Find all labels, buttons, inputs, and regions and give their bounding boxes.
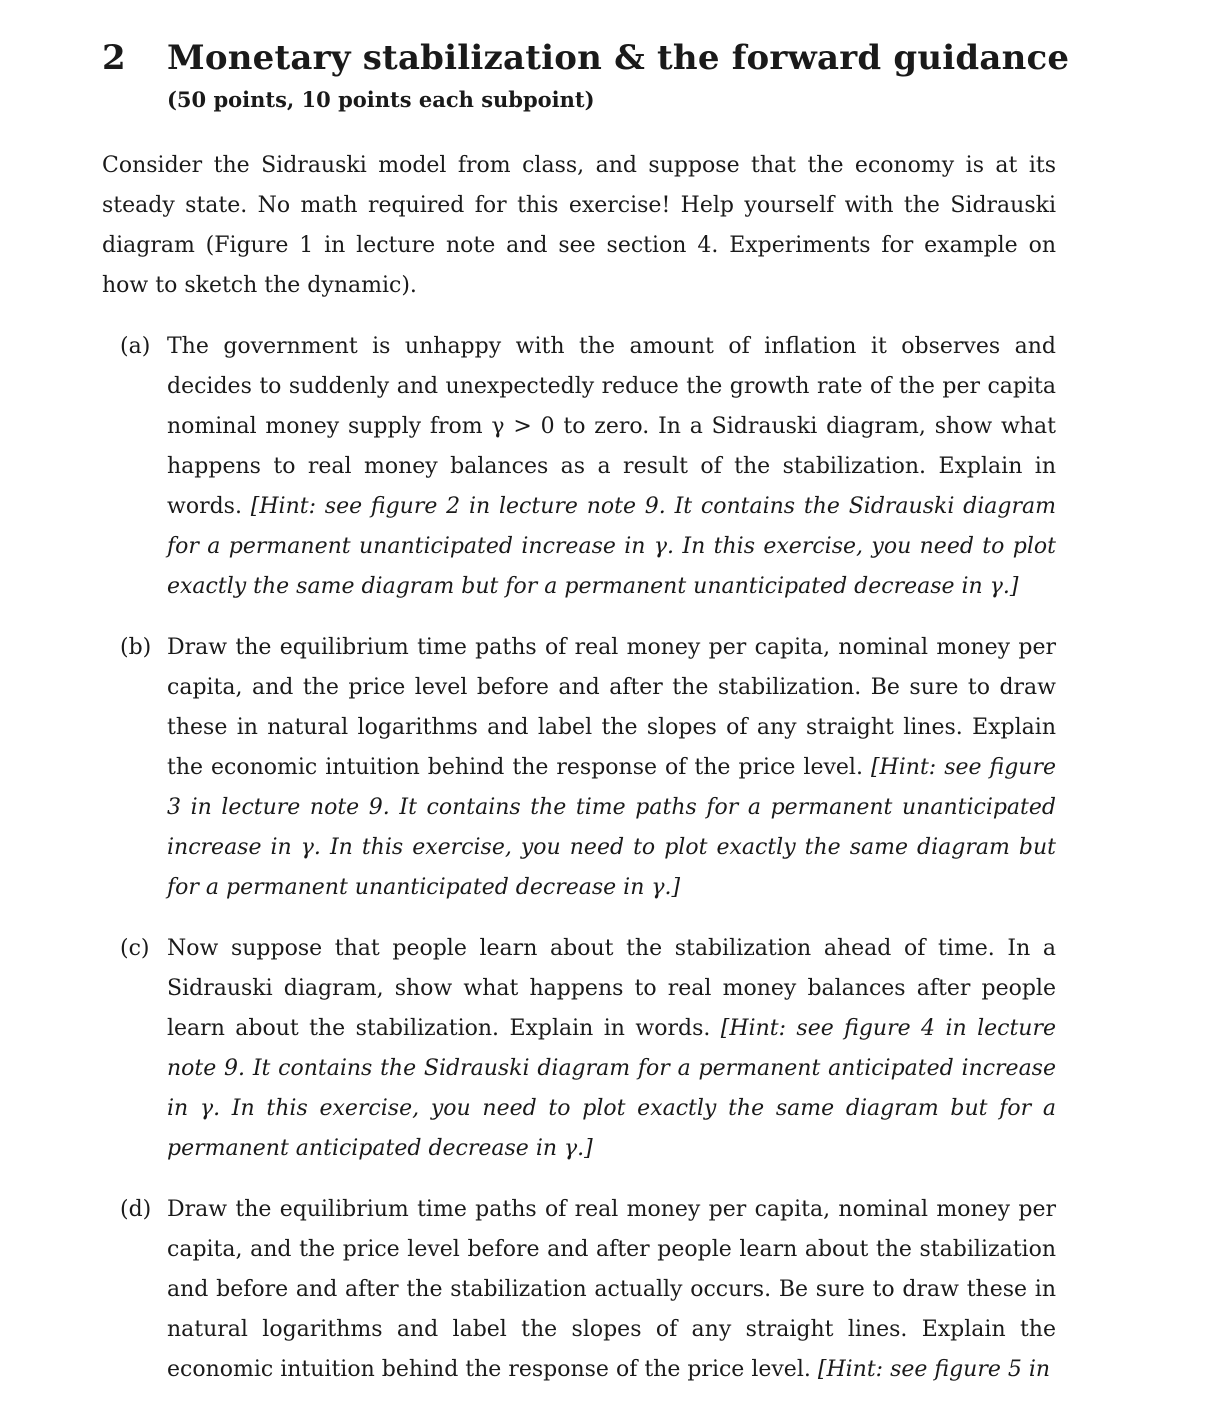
section-subtitle: (50 points, 10 points each subpoint)	[167, 87, 595, 112]
subquestion-body: Draw the equilibrium time paths of real money per capita, nominal money per capita, and the price level before and after people learn about the stabilization and before and after the stabilization actually occurs. Be sure to draw these in natural logarithms and label the slopes of any straight lines. Explain the economic intuition behind the response of the price level.	[167, 1197, 1056, 1382]
subquestion-body: The government is unhappy with the amount of inflation it observes and decides to suddenly and unexpectedly reduce the growth rate of the per capita nominal money supply from γ > 0 to zero. In a Sidrauski diagram, show what happens to real money balances as a result of the stabilization. Explain in words.	[167, 334, 1056, 519]
subquestion-label: (c)	[120, 936, 150, 961]
subquestion-hint: [Hint: see figure 2 in lecture note 9. It contains the Sidrauski diagram for a permanent unanticipated increase in γ. In this exercise, you need to plot exactly the same diagram but for a permanent unanticipated decrease in γ.]	[167, 494, 1056, 599]
subquestion-text	[167, 628, 1056, 908]
intro-paragraph: Consider the Sidrauski model from class, and suppose that the economy is at its steady state. No math required for this exercise! Help yourself with the Sidrauski diagram (Figure 1 in lecture note and see section 4. Experiments for example on how to sketch the dynamic).	[102, 153, 1056, 298]
subquestion-label: (d)	[120, 1197, 152, 1222]
subquestion-label: (a)	[120, 334, 151, 359]
subquestion-b	[102, 628, 1056, 908]
subquestion-text	[167, 327, 1056, 607]
subquestion-d	[102, 1190, 1056, 1390]
subquestion-label: (b)	[120, 635, 152, 660]
subquestion-text	[167, 1190, 1056, 1390]
section-number: 2	[102, 38, 126, 78]
subquestion-hint: [Hint: see figure 4 in lecture note 9. It contains the Sidrauski diagram for a permanent anticipated increase in γ. In this exercise, you need to plot exactly the same diagram but for a permanent anticipated decrease in γ.]	[167, 1016, 1056, 1161]
subquestion-body: Now suppose that people learn about the stabilization ahead of time. In a Sidrauski diagram, show what happens to real money balances after people learn about the stabilization. Explain in words.	[167, 936, 1056, 1041]
subquestion-c	[102, 929, 1056, 1169]
subquestion-body: Draw the equilibrium time paths of real money per capita, nominal money per capita, and the price level before and after the stabilization. Be sure to draw these in natural logarithms and label the slopes of any straight lines. Explain the economic intuition behind the response of the price level.	[167, 635, 1056, 780]
subquestion-hint: [Hint: see figure 5 in	[817, 1357, 1051, 1382]
subquestion-hint: [Hint: see figure 3 in lecture note 9. It contains the time paths for a permanent unanticipated increase in γ. In this exercise, you need to plot exactly the same diagram but for a permanent unanticipated decrease in γ.]	[167, 755, 1056, 900]
subquestion-text	[167, 929, 1056, 1169]
section-title: Monetary stabilization & the forward guidance	[167, 38, 1070, 78]
subquestion-a	[102, 327, 1056, 607]
